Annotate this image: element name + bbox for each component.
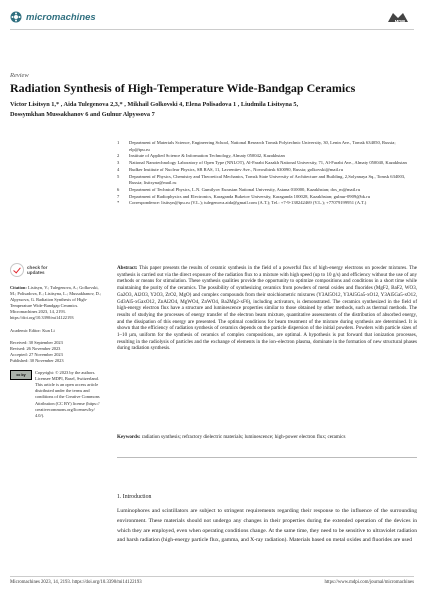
author-list (10, 100, 414, 120)
affiliations (117, 140, 417, 207)
intro-paragraph: Luminophores and scintillators are subject to stringent requirements regarding their response to the influence of the surrounding environment. These materials should not undergo any changes in their properties during the extended operation of the devices in which they are employed, even when operating conditions change. At the same time, they need to be sensitive to ultraviolet radiation and harsh radiation (high-energy particle flux, gamma, and X-ray radiation). Materials based on metal oxides and fluorides are used (117, 508, 417, 544)
author-line-2: Dossymkhan Mussakhanov 6 and Gulnur Alpyssova 7 (10, 111, 155, 118)
affiliation-item: 5 Department of Physics, Chemistry and Theoretical Mechanics, Tomsk State University of Architecture and Building, 2,Solyanaya Sq., Tomsk 634003, Russia; lisitsyna@mail.ru (117, 173, 406, 186)
date-accepted: Accepted: 27 November 2023 (10, 351, 63, 357)
article-title: Radiation Synthesis of High-Temperature Wide-Bandgap Ceramics (10, 81, 356, 95)
footer-journal-link[interactable]: https://www.mdpi.com/journal/micromachines (324, 580, 414, 585)
abstract-label: Abstract: (117, 265, 138, 271)
citation: Citation: Lisitsyn, V.; Tulegenova, A.; Golkovski, M.; Polisadova, E.; Lisitsyna, L.; Mussakhanov, D.; Alpyssova, G. Radiation Synthesis of High-Temperature Wide-Bandgap Ceramics. Micromachines 2023, 14, 2193. https://doi.org/10.3390/mi14122193 (10, 285, 102, 321)
abstract-text: This paper presents the results of ceramic synthesis in the field of a powerful flux of high-energy electrons on powder mixtures. The synthesis is carried out via the direct exposure of the radiation flux to a mixture with high speed (up to 10 g/s) and efficiency without the use of any methods or means for stimulation. These synthesis qualities provide the opportunity to optimize compositions and conditions in a short time while maintaining the purity of the ceramics. The possibility of synthesizing ceramics from powders of metal oxides and fluorides (MgF2, BaF2, WO3, Ga2O3, Al2O3, Y2O3, ZrO2, MgO) and complex compounds from their stoichiometric mixtures (Y3Al5O12, Y3Al5Ga5-xO12, Y3Al5Ga5-xO12, Gd3Al5-xGaxO12, ZnAl2O4, MgWO4, ZnWO4, Ba2Mg2-xF6), including activators, is demonstrated. The ceramics synthesized in the field of high-energy electron flux have a structure and luminescence properties similar to those obtained by other methods, such as thermal methods. The results of studying the processes of energy transfer of the electron beam mixture, quantitative assessments of the distribution of absorbed energy, and the dissipation of this energy are presented. The optimal conditions for beam treatment of the mixture during synthesis are determined. It is shown that the efficiency of radiation synthesis of ceramics depends on the particle dispersion of the initial powders. Powders with particle sizes of 1–10 µm, uniform for the synthesis of ceramics of complex compositions, are optimal. A hypothesis is put forward that ionization processes, resulting in the radiolysis of particles and the exchange of elements in the ion–electron plasma, dominate in the formation of new structural phases during radiation synthesis. (117, 265, 418, 352)
copyright (10, 370, 102, 419)
page-footer (10, 580, 414, 585)
academic-editor: Academic Editor: Kun Li (10, 327, 55, 333)
check-line-1: check for (27, 265, 48, 270)
check-mark-icon (10, 263, 24, 277)
cc-license-icon: cc by (10, 370, 32, 380)
date-received: Received: 30 September 2023 (10, 339, 63, 345)
affiliation-item: 7 Department of Radiophysics and Electronics, Karaganda Buketov University, Karaganda 100028, Kazakhstan; gulnur-0909@bk.ru (117, 193, 370, 199)
footer-rule (10, 576, 414, 577)
keywords (117, 434, 417, 441)
journal-name: micromachines (26, 11, 96, 23)
check-for-updates-badge[interactable] (10, 263, 102, 277)
check-line-2: updates (27, 270, 45, 275)
date-published: Published: 30 November 2023 (10, 357, 64, 363)
section-divider (117, 457, 417, 458)
article-sidebar (10, 263, 102, 419)
keywords-text: radiation synthesis; refractory dielectric materials; luminescence; high-power electron flux; ceramics (141, 434, 346, 440)
affiliation-item: 4 Budker Institute of Nuclear Physics, SB RAS, 11, Lavrentiev Ave., Novosibirsk 630090, Russia; golkovski@mail.ru (117, 166, 343, 172)
intro-heading: 1. Introduction (117, 494, 152, 500)
affiliation-item: 6 Department of Technical Physics, L.N. Gumilyov Eurasian National University, Astana 010000, Kazakhstan; dos_m@mail.ru (117, 186, 361, 192)
author-line-1: Victor Lisitsyn 1,* , Aida Tulegenova 2,3,* , Mikhail Golkovski 4, Elena Polisadova 1 , Liudmila Lisitsyna 5, (10, 101, 299, 108)
affiliation-item: 2 Institute of Applied Science & Information Technology, Almaty 050042, Kazakhstan (117, 153, 285, 159)
mdpi-logo-icon (386, 10, 414, 24)
journal-logo-icon (10, 11, 22, 23)
footer-citation: Micromachines 2023, 14, 2193. https://doi.org/10.3390/mi14122193 (10, 580, 142, 585)
correspondence: * Correspondence: lisitsyn@tpu.ru (V.L.); tulegenova.aida@gmail.com (A.T.); Tel.: +7-9-138242469 (V.L.); +77079199951 (A.T.) (117, 200, 367, 206)
abstract (117, 265, 417, 352)
affiliation-item: 1 Department of Materials Science, Engineering School, National Research Tomsk Polytechnic University, 30, Lenin Ave., Tomsk 634050, Russia; elp@tpu.ru (117, 140, 396, 152)
date-revised: Revised: 26 November 2023 (10, 345, 61, 351)
affiliation-item: 3 National Nanotechnology Laboratory of Open Type (NNLOT), Al-Farabi Kazakh National University, 71, Al-Farabi Ave., Almaty 050040, Kazakhstan (117, 160, 407, 166)
keywords-label: Keywords: (117, 434, 141, 440)
header-rule (10, 29, 414, 30)
journal-header (10, 10, 150, 24)
svg-text:MDPI: MDPI (394, 19, 406, 24)
article-type: Review (10, 72, 29, 79)
copyright-text: Copyright: © 2023 by the authors. Licensee MDPI, Basel, Switzerland. This article is an open access article distributed under the terms and conditions of the Creative Commons Attribution (CC BY) license (https:// creativecommons.org/licenses/by/ 4.0/). (35, 370, 100, 418)
dates (10, 340, 102, 364)
